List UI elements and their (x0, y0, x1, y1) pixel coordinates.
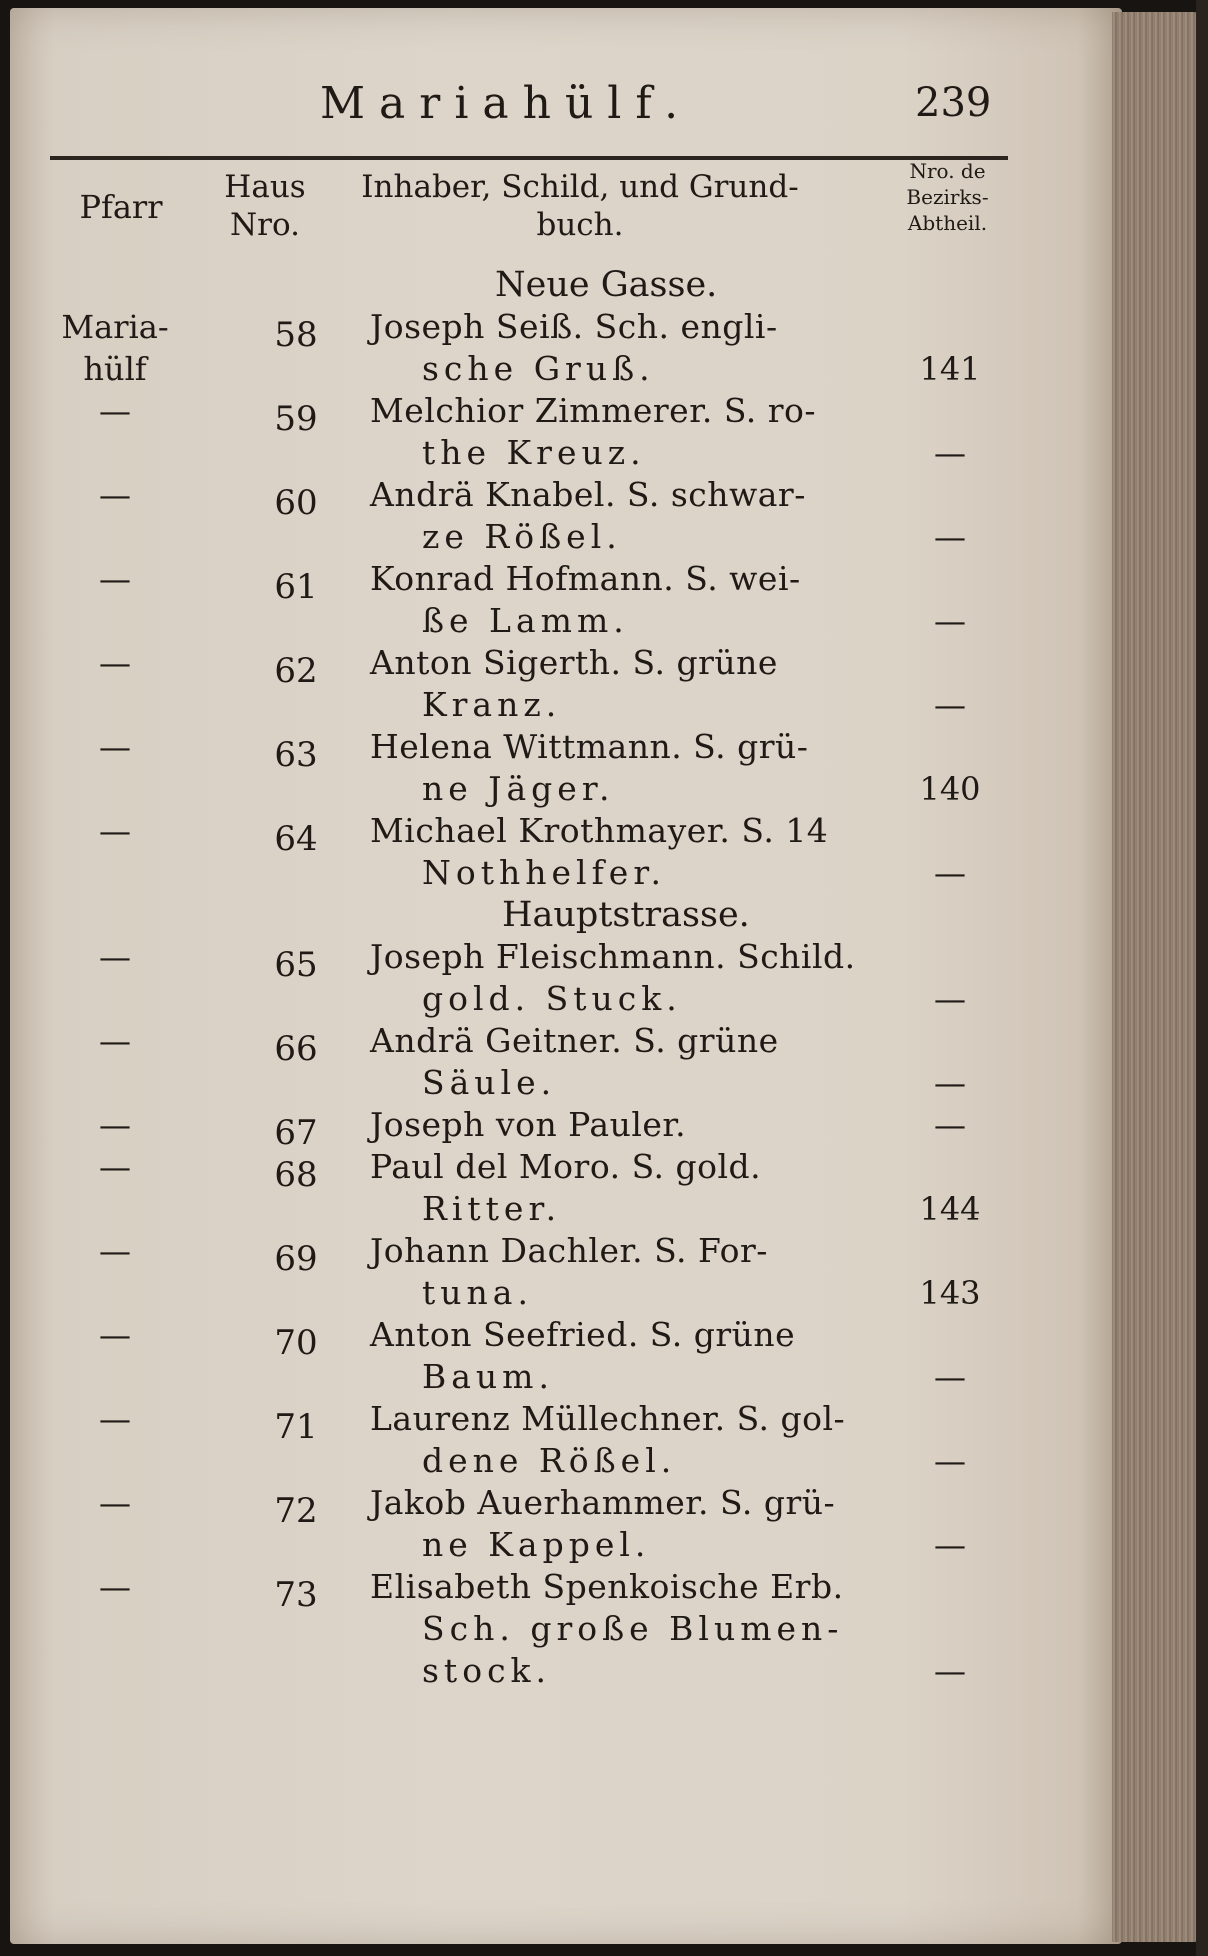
street-name: Neue Gasse. (495, 265, 718, 305)
pfarr-cell: — (99, 1316, 131, 1354)
street-heading (10, 894, 1122, 936)
column-header-bezirk: Nro. de Bezirks- Abtheil. (906, 159, 989, 235)
pfarr-cell: — (99, 1400, 131, 1438)
owner-line-2: the Kreuz. (422, 433, 646, 472)
owner-line-2: ße Lamm. (422, 601, 629, 640)
district-number: 140 (919, 770, 981, 808)
pfarr-cell: — (99, 1106, 131, 1144)
district-number: — (934, 1652, 966, 1690)
column-headers (10, 159, 1122, 248)
house-number: 58 (274, 315, 318, 355)
book-spine (1196, 0, 1208, 1956)
owner-line-1: Anton Sigerth. S. grüne (370, 643, 778, 682)
owner-line-1: Johann Dachler. S. For- (370, 1231, 768, 1270)
owner-line-2: Nothhelfer. (422, 853, 666, 892)
owner-line-1: Helena Wittmann. S. grü- (370, 727, 809, 766)
house-number: 61 (274, 567, 318, 607)
owner-cell (370, 474, 870, 558)
register-row (10, 390, 1122, 474)
pfarr-cell: — (99, 1568, 131, 1606)
owner-line-1: Andrä Knabel. S. schwar- (370, 475, 806, 514)
house-number: 72 (274, 1491, 318, 1531)
district-number: — (934, 518, 966, 556)
pfarr-cell: Maria- hülf (61, 308, 169, 388)
owner-line-1: Konrad Hofmann. S. wei- (370, 559, 801, 598)
owner-cell (370, 558, 870, 642)
house-number: 68 (274, 1155, 318, 1195)
house-number: 66 (274, 1029, 318, 1069)
district-number: — (934, 434, 966, 472)
owner-line-1: Joseph Seiß. Sch. engli- (370, 307, 778, 346)
running-title: Mariahülf. (320, 78, 693, 129)
district-number: — (934, 602, 966, 640)
district-number: — (934, 1064, 966, 1102)
house-number: 70 (274, 1323, 318, 1363)
register-entries (10, 264, 1122, 1692)
pfarr-cell: — (99, 392, 131, 430)
district-number: — (934, 1106, 966, 1144)
owner-cell (370, 306, 870, 390)
house-number: 60 (274, 483, 318, 523)
pfarr-cell: — (99, 476, 131, 514)
register-row (10, 642, 1122, 726)
house-number: 71 (274, 1407, 318, 1447)
owner-line-1: Paul del Moro. S. gold. (370, 1147, 762, 1186)
register-row (10, 1104, 1122, 1153)
district-number: — (934, 854, 966, 892)
owner-line-1: Elisabeth Spenkoische Erb. (370, 1567, 844, 1606)
house-number: 73 (274, 1575, 318, 1615)
owner-line-3: stock. (422, 1651, 552, 1690)
house-number: 63 (274, 735, 318, 775)
house-number: 69 (274, 1239, 318, 1279)
owner-line-2: sche Gruß. (422, 349, 655, 388)
owner-line-1: Joseph Fleischmann. Schild. (370, 937, 856, 976)
owner-cell (370, 726, 870, 810)
pfarr-cell: — (99, 644, 131, 682)
column-header-pfarr: Pfarr (79, 188, 163, 226)
register-row (10, 1020, 1122, 1104)
owner-line-1: Melchior Zimmerer. S. ro- (370, 391, 817, 430)
owner-line-1: Michael Krothmayer. S. 14 (370, 811, 829, 850)
house-number: 64 (274, 819, 318, 859)
owner-line-2: Kranz. (422, 685, 562, 724)
owner-line-2: ze Rößel. (422, 517, 622, 556)
owner-cell (370, 1230, 870, 1314)
owner-cell (370, 936, 870, 1020)
owner-line-1: Andrä Geitner. S. grüne (370, 1021, 779, 1060)
owner-line-2: tuna. (422, 1273, 533, 1312)
district-number: — (934, 1442, 966, 1480)
owner-cell (370, 1104, 870, 1146)
pfarr-cell: — (99, 812, 131, 850)
register-row (10, 558, 1122, 642)
district-number: 143 (919, 1274, 981, 1312)
owner-line-2: dene Rößel. (422, 1441, 677, 1480)
owner-line-2: Baum. (422, 1357, 554, 1396)
owner-cell (370, 1566, 870, 1692)
owner-cell (370, 1020, 870, 1104)
page-number: 239 (915, 80, 992, 126)
pfarr-cell: — (99, 560, 131, 598)
owner-line-1: Jakob Auerhammer. S. grü- (370, 1483, 836, 1522)
pfarr-cell: — (99, 938, 131, 976)
register-row (10, 1566, 1122, 1692)
street-heading (10, 264, 1122, 306)
owner-cell (370, 810, 870, 894)
owner-cell (370, 642, 870, 726)
register-row (10, 810, 1122, 894)
book-page (10, 8, 1122, 1944)
district-number: — (934, 1358, 966, 1396)
pfarr-cell: — (99, 1148, 131, 1186)
header-rule (50, 156, 1008, 160)
owner-line-2: ne Jäger. (422, 769, 615, 808)
register-row (10, 726, 1122, 810)
column-header-inhaber: Inhaber, Schild, und Grund- buch. (361, 169, 799, 243)
register-row (10, 1482, 1122, 1566)
house-number: 65 (274, 945, 318, 985)
register-row (10, 306, 1122, 390)
owner-cell (370, 390, 870, 474)
district-number: — (934, 686, 966, 724)
street-name: Hauptstrasse. (502, 895, 750, 935)
owner-line-2: gold. Stuck. (422, 979, 682, 1018)
pfarr-cell: — (99, 1232, 131, 1270)
district-number: 144 (919, 1190, 981, 1228)
owner-cell (370, 1146, 870, 1230)
owner-line-2: Ritter. (422, 1189, 562, 1228)
register-row (10, 1146, 1122, 1230)
pfarr-cell: — (99, 728, 131, 766)
district-number: — (934, 1526, 966, 1564)
owner-line-2: Säule. (422, 1063, 557, 1102)
owner-line-1: Laurenz Müllechner. S. gol- (370, 1399, 846, 1438)
column-header-haus-nro: Haus Nro. (224, 169, 306, 243)
owner-cell (370, 1314, 870, 1398)
register-row (10, 1314, 1122, 1398)
owner-line-2: Sch. große Blumen- (422, 1609, 844, 1648)
running-head (10, 78, 1122, 148)
pfarr-cell: — (99, 1022, 131, 1060)
pfarr-cell: — (99, 1484, 131, 1522)
owner-line-1: Anton Seefried. S. grüne (370, 1315, 796, 1354)
page-edges (1112, 12, 1200, 1942)
house-number: 67 (274, 1113, 318, 1153)
owner-cell (370, 1398, 870, 1482)
district-number: 141 (919, 350, 981, 388)
owner-line-2: ne Kappel. (422, 1525, 651, 1564)
register-row (10, 936, 1122, 1020)
register-row (10, 474, 1122, 558)
house-number: 59 (274, 399, 318, 439)
owner-cell (370, 1482, 870, 1566)
register-row (10, 1230, 1122, 1314)
owner-line-1: Joseph von Pauler. (370, 1105, 687, 1144)
house-number: 62 (274, 651, 318, 691)
register-row (10, 1398, 1122, 1482)
district-number: — (934, 980, 966, 1018)
